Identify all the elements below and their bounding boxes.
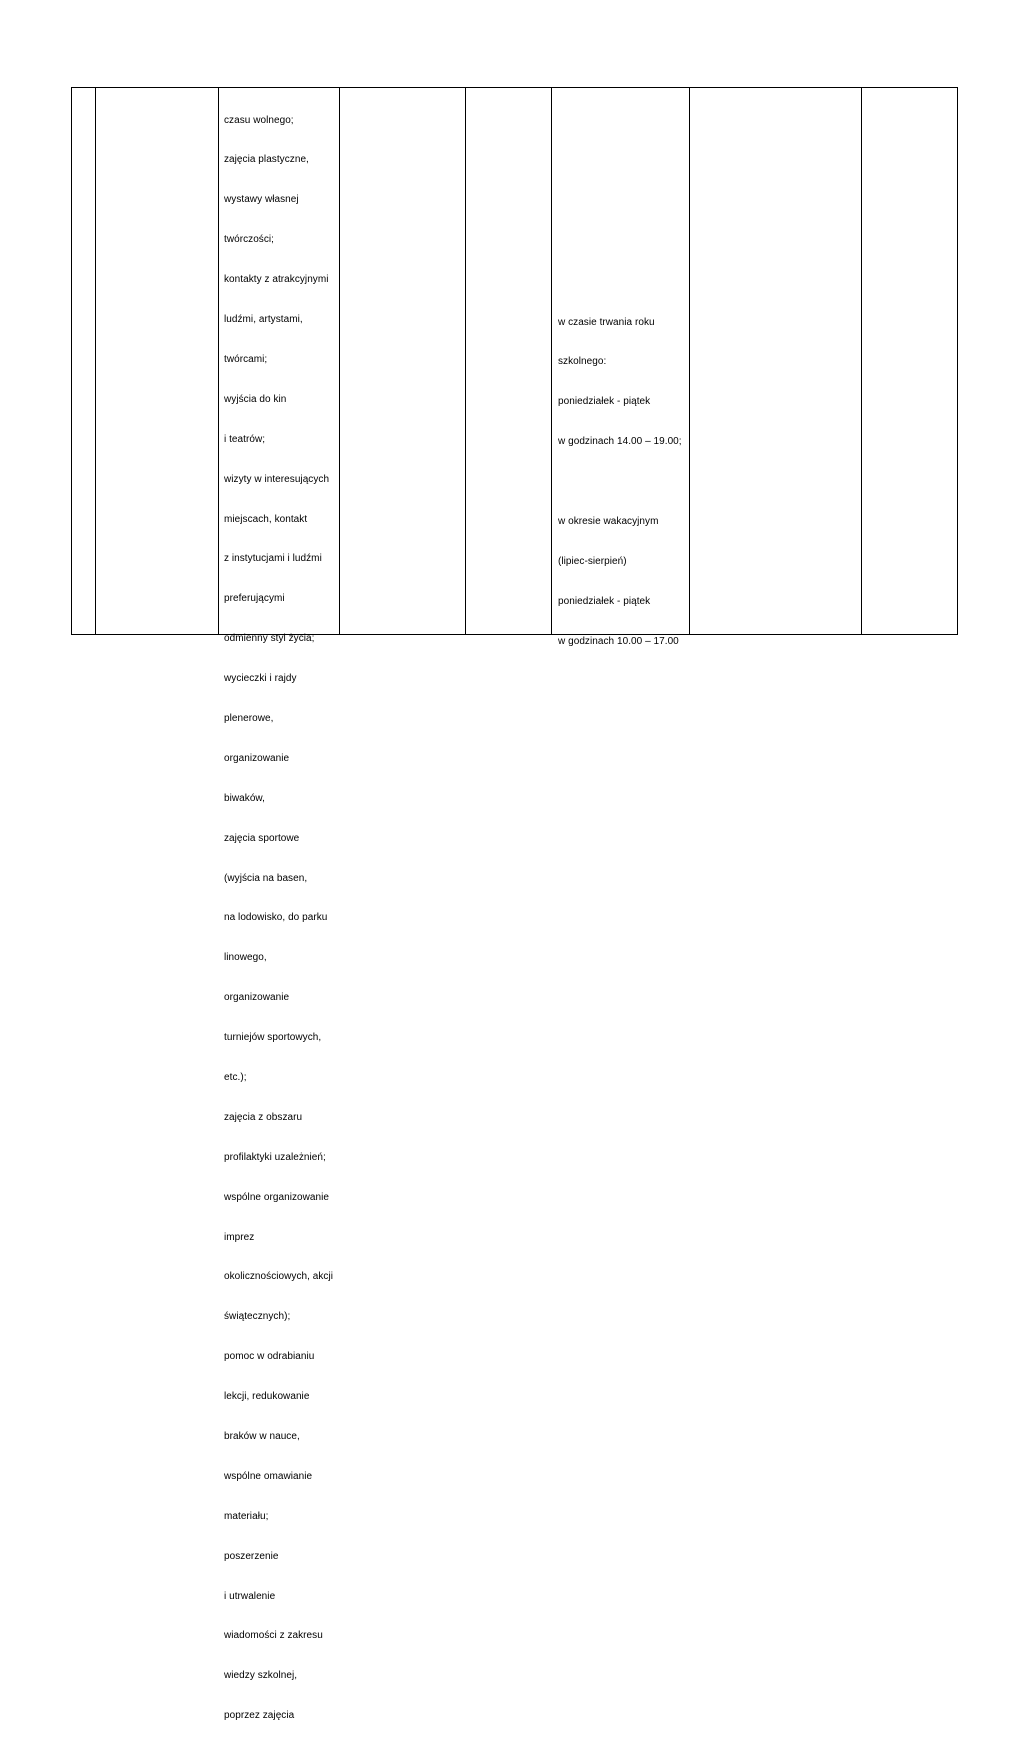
activities-line: braków w nauce,	[224, 1430, 300, 1442]
activities-line: kontakty z atrakcyjnymi	[224, 274, 329, 286]
column-divider-4	[465, 87, 466, 635]
activities-line: biwaków,	[224, 792, 265, 804]
schedule-line: poniedziałek - piątek	[558, 595, 651, 607]
column-divider-2	[218, 87, 219, 635]
activities-line: wspólne omawianie	[224, 1470, 313, 1482]
schedule-line: poniedziałek - piątek	[558, 396, 651, 408]
activities-line: okolicznościowych, akcji	[224, 1271, 334, 1283]
column-divider-3	[339, 87, 340, 635]
activities-line: imprez	[224, 1231, 255, 1243]
activities-line: z instytucjami i ludźmi	[224, 553, 322, 565]
schedule-line: w okresie wakacyjnym	[558, 516, 659, 528]
schedule-blank-line	[558, 475, 682, 488]
activities-line: (wyjścia na basen,	[224, 872, 308, 884]
activities-line: czasu wolnego;	[224, 114, 294, 126]
activities-line: poszerzenie	[224, 1550, 279, 1562]
schedule-line: w czasie trwania roku	[558, 316, 655, 328]
schedule-line: w godzinach 10.00 – 17.00	[558, 635, 679, 647]
schedule-line: w godzinach 14.00 – 19.00;	[558, 436, 682, 448]
activities-line: wystawy własnej	[224, 194, 299, 206]
activities-cell	[224, 87, 333, 1749]
activities-line: wspólne organizowanie	[224, 1191, 330, 1203]
table-frame	[71, 87, 958, 635]
schedule-line: szkolnego:	[558, 356, 607, 368]
activities-line: ludźmi, artystami,	[224, 314, 303, 326]
activities-line: wiadomości z zakresu	[224, 1630, 323, 1642]
activities-line: wycieczki i rajdy	[224, 673, 297, 685]
activities-line: miejscach, kontakt	[224, 513, 308, 525]
activities-line: materiału;	[224, 1510, 269, 1522]
column-divider-6	[689, 87, 690, 635]
activities-line: organizowanie	[224, 752, 290, 764]
activities-line: odmienny styl życia;	[224, 633, 315, 645]
activities-line: zajęcia plastyczne,	[224, 154, 309, 166]
column-divider-1	[95, 87, 96, 635]
schedule-line: (lipiec-sierpień)	[558, 555, 627, 567]
column-divider-7	[861, 87, 862, 635]
activities-line: twórczości;	[224, 234, 275, 246]
activities-line: organizowanie	[224, 992, 290, 1004]
activities-line: twórcami;	[224, 353, 268, 365]
activities-line: wizyty w interesujących	[224, 473, 330, 485]
activities-line: wyjścia do kin	[224, 393, 287, 405]
column-divider-5	[551, 87, 552, 635]
activities-line: linowego,	[224, 952, 267, 964]
activities-line: wiedzy szkolnej,	[224, 1670, 298, 1682]
activities-line: turniejów sportowych,	[224, 1032, 322, 1044]
activities-line: zajęcia sportowe	[224, 832, 300, 844]
activities-line: świątecznych);	[224, 1311, 291, 1323]
activities-line: profilaktyki uzależnień;	[224, 1151, 326, 1163]
activities-line: lekcji, redukowanie	[224, 1391, 310, 1403]
activities-line: zajęcia z obszaru	[224, 1111, 303, 1123]
schedule-cell	[558, 289, 682, 675]
activities-line: preferującymi	[224, 593, 285, 605]
activities-line: plenerowe,	[224, 712, 274, 724]
activities-line: poprzez zajęcia	[224, 1710, 295, 1722]
activities-line: i teatrów;	[224, 433, 266, 445]
activities-line: pomoc w odrabianiu	[224, 1351, 315, 1363]
activities-line: etc.);	[224, 1071, 247, 1083]
activities-line: i utrwalenie	[224, 1590, 276, 1602]
activities-line: na lodowisko, do parku	[224, 912, 328, 924]
